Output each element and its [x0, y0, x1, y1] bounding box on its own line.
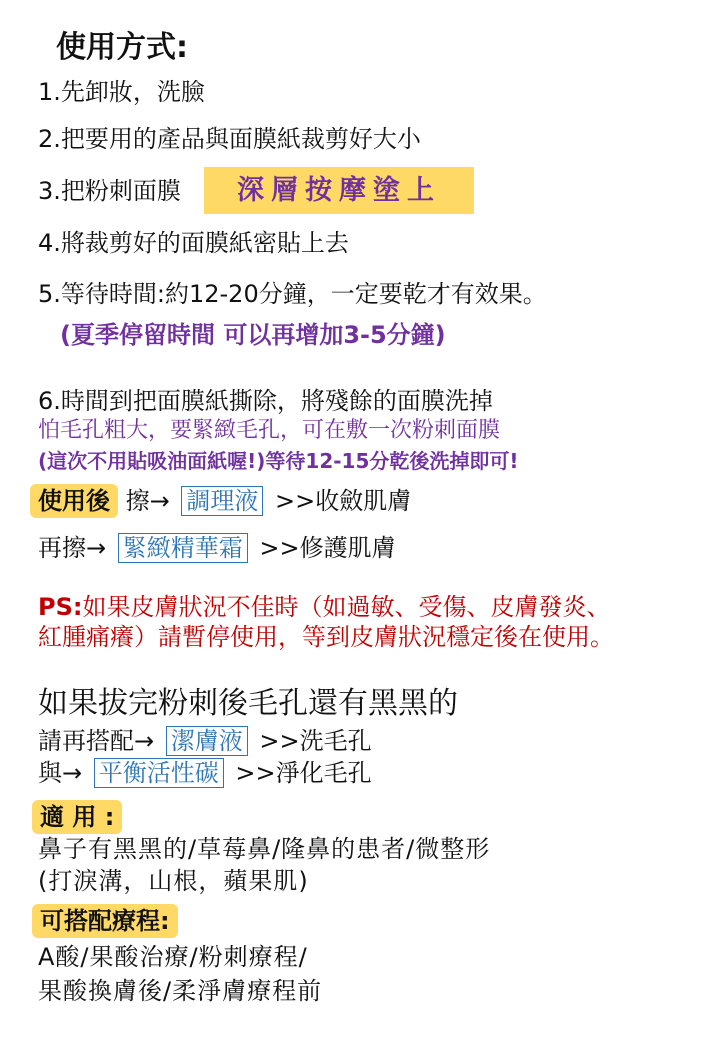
product-firming-serum: 緊緻精華霜 — [118, 533, 248, 563]
blackhead-with-row — [38, 758, 372, 788]
with-prefix: 與→ — [38, 759, 83, 787]
product-toner: 調理液 — [181, 486, 263, 516]
again-row — [38, 533, 396, 563]
ps-line-2: 紅腫痛癢）請暫停使用，等到皮膚狀況穩定後在使用。 — [38, 623, 614, 651]
pair-prefix: 請再搭配→ — [38, 727, 155, 755]
after-use-badge: 使用後 — [30, 484, 118, 518]
suitable-line-1: 鼻子有黑黑的/草莓鼻/隆鼻的患者/微整形 — [38, 835, 491, 863]
result-astringent: >>收斂肌膚 — [275, 487, 412, 515]
suitable-line-2: (打淚溝，山根，蘋果肌) — [38, 867, 309, 895]
blackhead-pair-row — [38, 726, 372, 756]
again-label: 再擦→ — [38, 534, 107, 562]
result-purify-pores: >>淨化毛孔 — [235, 759, 372, 787]
result-repair: >>修護肌膚 — [259, 534, 396, 562]
treatments-badge-row — [32, 904, 178, 938]
ps-text-1: 如果皮膚狀況不佳時（如過敏、受傷、皮膚發炎、 — [82, 593, 611, 621]
step-6-note-2: (這次不用貼吸油面紙喔!)等待12-15分乾後洗掉即可! — [38, 449, 519, 473]
treatments-badge: 可搭配療程: — [32, 904, 178, 938]
blackhead-heading: 如果拔完粉刺後毛孔還有黑黑的 — [38, 686, 458, 721]
step-5-note: (夏季停留時間 可以再增加3-5分鐘) — [60, 321, 446, 349]
product-charcoal: 平衡活性碳 — [94, 758, 224, 788]
ps-prefix: PS: — [38, 593, 83, 621]
ps-line-1 — [38, 592, 610, 622]
step-6-note-1: 怕毛孔粗大，要緊緻毛孔，可在敷一次粉刺面膜 — [38, 418, 501, 443]
treatments-line-1: A酸/果酸治療/粉刺療程/ — [38, 943, 308, 971]
suitable-badge-row — [32, 800, 122, 834]
step-3: 3.把粉刺面膜 — [38, 177, 181, 205]
product-cleanser: 潔膚液 — [166, 726, 248, 756]
step-6: 6.時間到把面膜紙撕除，將殘餘的面膜洗掉 — [38, 387, 493, 415]
step-4: 4.將裁剪好的面膜紙密貼上去 — [38, 229, 349, 257]
page-title: 使用方式: — [56, 30, 188, 65]
step-5: 5.等待時間:約12-20分鐘，一定要乾才有效果。 — [38, 280, 547, 308]
treatments-line-2: 果酸換膚後/柔淨膚療程前 — [38, 977, 323, 1005]
after-use-row — [30, 484, 411, 518]
step-3-highlight-banner: 深層按摩塗上 — [204, 167, 474, 214]
step-2: 2.把要用的產品與面膜紙裁剪好大小 — [38, 125, 421, 153]
suitable-badge: 適 用 : — [32, 800, 122, 834]
result-wash-pores: >>洗毛孔 — [259, 727, 372, 755]
step-1: 1.先卸妝，洗臉 — [38, 78, 205, 106]
wipe-label: 擦→ — [125, 487, 170, 515]
